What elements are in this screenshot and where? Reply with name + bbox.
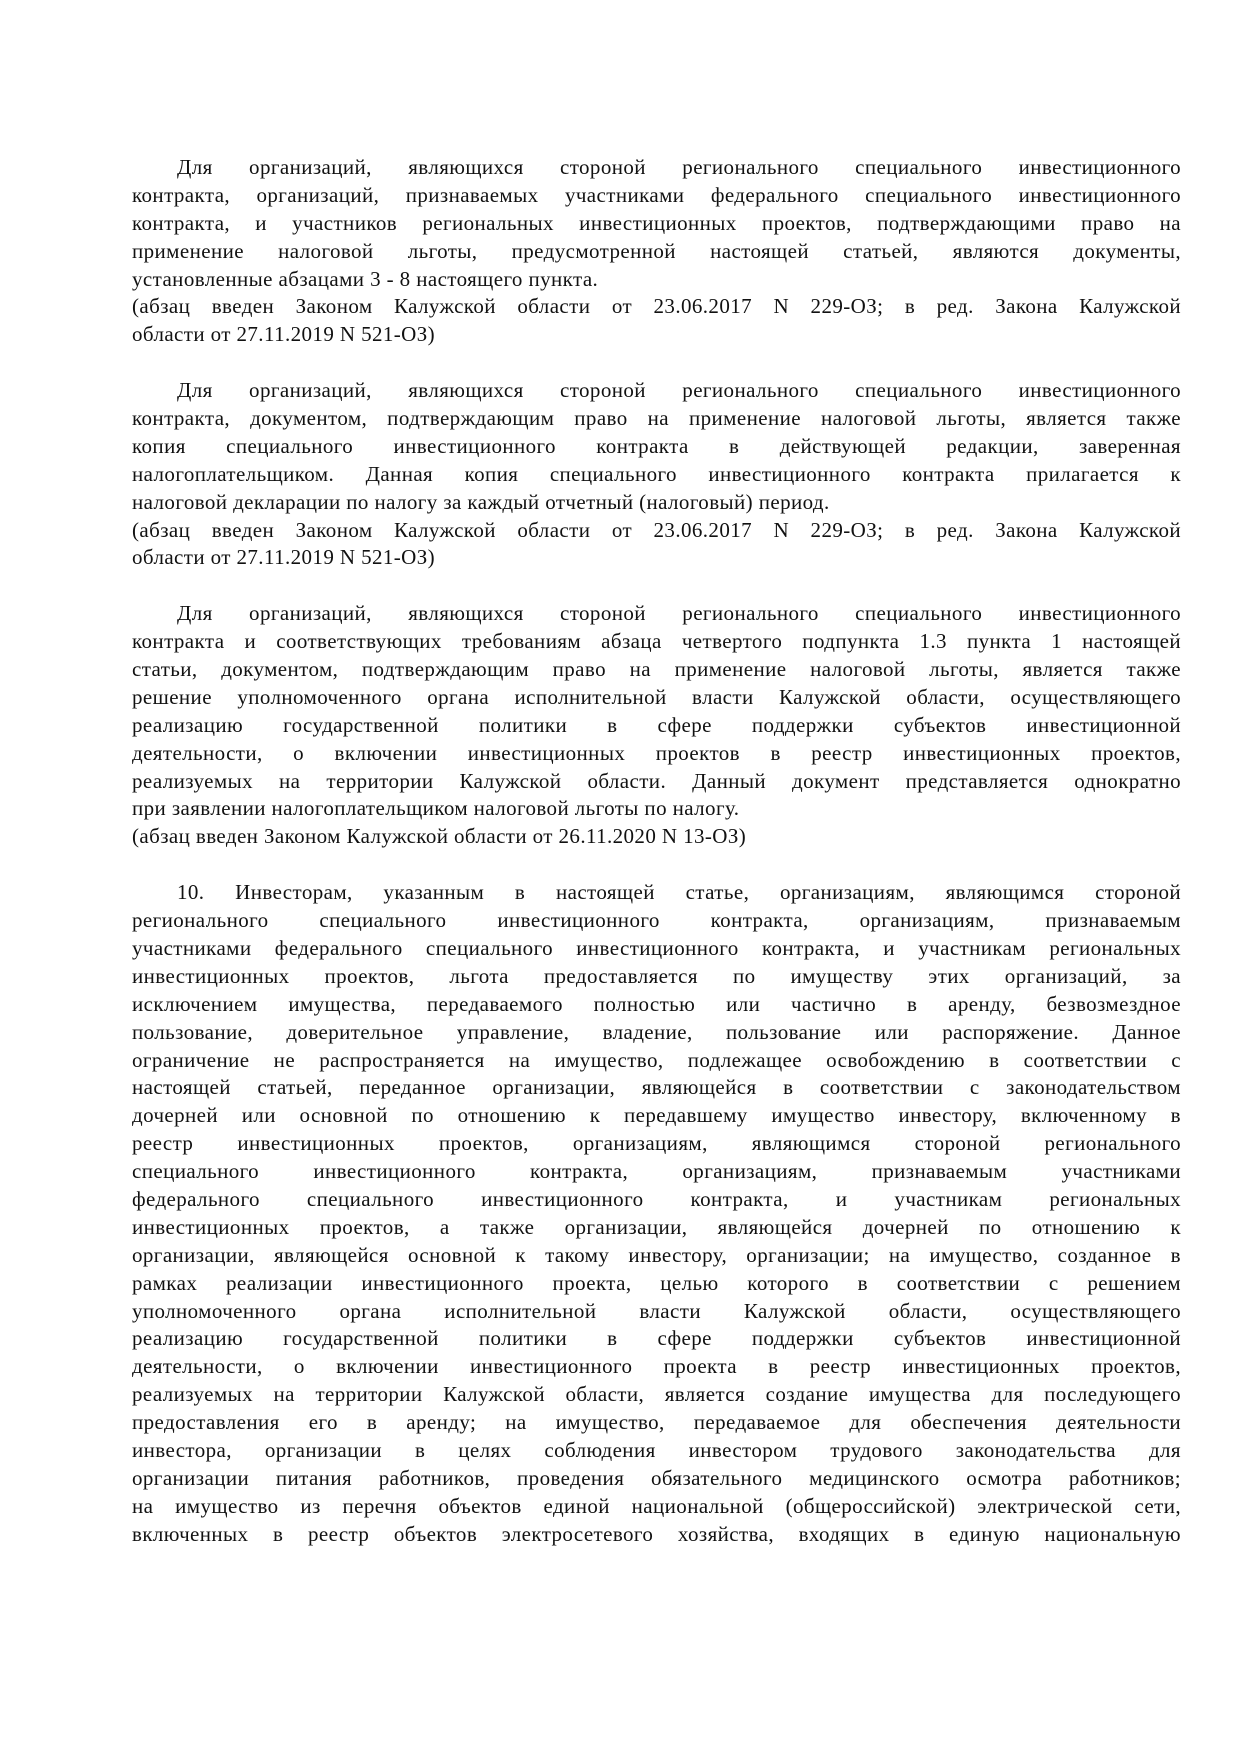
text-line: решение уполномоченного органа исполнительной власти Калужской области, осуществляющего	[132, 684, 1181, 709]
text-line: реализуемых на территории Калужской области, является создание имущества для последующего	[132, 1382, 1181, 1407]
text-line: настоящей статьей, переданное организации, являющейся в соответствии с законодательством	[132, 1075, 1181, 1100]
text-line: реализацию государственной политики в сфере поддержки субъектов инвестиционной	[132, 712, 1181, 737]
text-line: контракта, и участников региональных инвестиционных проектов, подтверждающими право на	[132, 210, 1181, 235]
text-line: 10. Инвесторам, указанным в настоящей статье, организациям, являющимся стороной	[177, 880, 1181, 905]
text-line: применение налоговой льготы, предусмотренной настоящей статьей, являются документы,	[132, 238, 1181, 263]
text-line: инвестора, организации в целях соблюдения инвестором трудового законодательства для	[132, 1437, 1181, 1462]
text-line: статьи, документом, подтверждающим право на применение налоговой льготы, является также	[132, 657, 1181, 682]
text-line: области от 27.11.2019 N 521-ОЗ)	[132, 545, 436, 570]
text-line: при заявлении налогоплательщиком налоговой льготы по налогу.	[132, 796, 740, 821]
text-line: дочерней или основной по отношению к передавшему имущество инвестору, включенному в	[132, 1103, 1181, 1128]
text-line: реестр инвестиционных проектов, организациям, являющимся стороной регионального	[132, 1131, 1181, 1156]
text-line: уполномоченного органа исполнительной власти Калужской области, осуществляющего	[132, 1298, 1181, 1323]
text-line: (абзац введен Законом Калужской области от 26.11.2020 N 13-ОЗ)	[132, 824, 747, 849]
text-line: федерального специального инвестиционного контракта, и участникам региональных	[132, 1186, 1181, 1211]
text-line: ограничение не распространяется на имущество, подлежащее освобождению в соответствии с	[132, 1047, 1181, 1072]
text-line: деятельности, о включении инвестиционного проекта в реестр инвестиционных проектов,	[132, 1354, 1181, 1379]
paragraph-gap	[132, 572, 1181, 600]
text-line: Для организаций, являющихся стороной регионального специального инвестиционного	[177, 601, 1181, 626]
amendment-note	[132, 293, 1181, 349]
text-line: налогоплательщиком. Данная копия специального инвестиционного контракта прилагается к	[132, 461, 1181, 486]
text-line: контракта и соответствующих требованиям абзаца четвертого подпункта 1.3 пункта 1 настоящей	[132, 629, 1181, 654]
paragraph	[132, 600, 1181, 823]
text-line: пользование, доверительное управление, владение, пользование или распоряжение. Данное	[132, 1019, 1181, 1044]
text-line: исключением имущества, передаваемого полностью или частично в аренду, безвозмездное	[132, 991, 1181, 1016]
text-line: Для организаций, являющихся стороной регионального специального инвестиционного	[177, 378, 1181, 403]
paragraph	[132, 154, 1181, 293]
amendment-note	[132, 823, 1181, 851]
text-line: (абзац введен Законом Калужской области от 23.06.2017 N 229-ОЗ; в ред. Закона Калужской	[132, 294, 1181, 319]
text-line: реализацию государственной политики в сфере поддержки субъектов инвестиционной	[132, 1326, 1181, 1351]
document-page	[132, 154, 1181, 1549]
text-line: организации, являющейся основной к такому инвестору, организации; на имущество, созданное в	[132, 1242, 1181, 1267]
text-line: установленные абзацами 3 - 8 настоящего пункта.	[132, 266, 599, 291]
paragraph-gap	[132, 851, 1181, 879]
text-line: инвестиционных проектов, а также организации, являющейся дочерней по отношению к	[132, 1214, 1181, 1239]
text-line: предоставления его в аренду; на имущество, передаваемое для обеспечения деятельности	[132, 1410, 1181, 1435]
paragraph	[132, 377, 1181, 516]
text-line: налоговой декларации по налогу за каждый отчетный (налоговый) период.	[132, 489, 830, 514]
text-line: рамках реализации инвестиционного проекта, целью которого в соответствии с решением	[132, 1270, 1181, 1295]
paragraph	[132, 879, 1181, 1548]
text-line: области от 27.11.2019 N 521-ОЗ)	[132, 322, 436, 347]
text-line: реализуемых на территории Калужской области. Данный документ представляется однократно	[132, 768, 1181, 793]
paragraph-gap	[132, 349, 1181, 377]
text-line: участниками федерального специального инвестиционного контракта, и участникам региональных	[132, 935, 1181, 960]
text-line: на имущество из перечня объектов единой национальной (общероссийской) электрической сети,	[132, 1493, 1181, 1518]
text-line: включенных в реестр объектов электросетевого хозяйства, входящих в единую национальную	[132, 1521, 1181, 1546]
text-line: инвестиционных проектов, льгота предоставляется по имуществу этих организаций, за	[132, 963, 1181, 988]
text-line: копия специального инвестиционного контракта в действующей редакции, заверенная	[132, 433, 1181, 458]
text-line: деятельности, о включении инвестиционных проектов в реестр инвестиционных проектов,	[132, 740, 1181, 765]
text-line: контракта, организаций, признаваемых участниками федерального специального инвестиционного	[132, 182, 1181, 207]
text-line: Для организаций, являющихся стороной регионального специального инвестиционного	[177, 155, 1181, 179]
text-line: регионального специального инвестиционного контракта, организациям, признаваемым	[132, 908, 1181, 933]
text-line: организации питания работников, проведения обязательного медицинского осмотра работников;	[132, 1465, 1181, 1490]
text-line: (абзац введен Законом Калужской области от 23.06.2017 N 229-ОЗ; в ред. Закона Калужской	[132, 517, 1181, 542]
amendment-note	[132, 517, 1181, 573]
text-line: контракта, документом, подтверждающим право на применение налоговой льготы, является также	[132, 406, 1181, 431]
text-line: специального инвестиционного контракта, организациям, признаваемым участниками	[132, 1159, 1181, 1184]
